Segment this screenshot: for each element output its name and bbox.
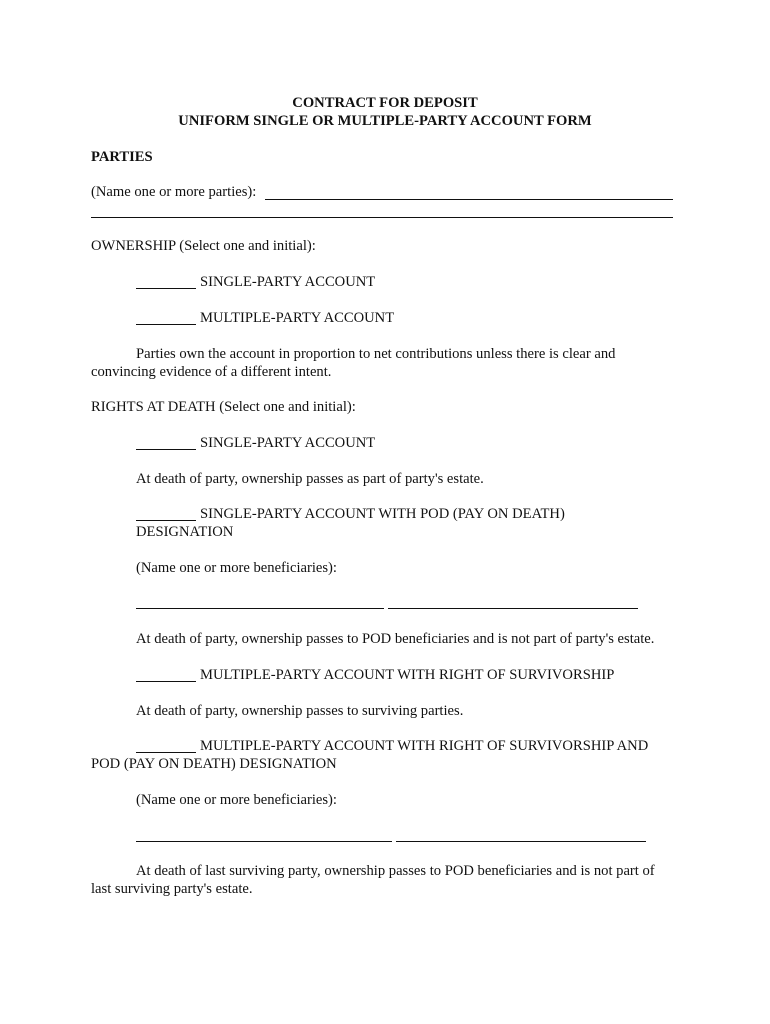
rights-option1-desc: At death of party, ownership passes as part of party's estate.	[136, 471, 484, 487]
rights-option2-beneficiary-field-2[interactable]	[388, 608, 638, 609]
title-line-1: CONTRACT FOR DEPOSIT	[292, 95, 478, 111]
parties-name-field-line1[interactable]	[265, 199, 673, 200]
rights-option4-desc-line2: last surviving party's estate.	[91, 881, 253, 897]
title-line-2: UNIFORM SINGLE OR MULTIPLE-PARTY ACCOUNT FORM	[178, 113, 592, 129]
rights-option3-label: MULTIPLE-PARTY ACCOUNT WITH RIGHT OF SURVIVORSHIP	[200, 667, 615, 683]
rights-option3-desc: At death of party, ownership passes to surviving parties.	[136, 703, 464, 719]
rights-option2-desc: At death of party, ownership passes to POD beneficiaries and is not part of party's estate.	[136, 631, 655, 647]
ownership-note-line1: Parties own the account in proportion to net contributions unless there is clear and	[136, 346, 616, 362]
rights-option1-label: SINGLE-PARTY ACCOUNT	[200, 435, 376, 451]
ownership-heading: OWNERSHIP (Select one and initial):	[91, 238, 316, 254]
rights-option4-desc-line1: At death of last surviving party, ownership passes to POD beneficiaries and is not part of	[136, 863, 655, 879]
rights-option3-initial-field[interactable]	[136, 681, 196, 682]
rights-option4-initial-field[interactable]	[136, 752, 196, 753]
ownership-single-label: SINGLE-PARTY ACCOUNT	[200, 274, 376, 290]
rights-heading: RIGHTS AT DEATH (Select one and initial):	[91, 399, 356, 415]
ownership-multiple-label: MULTIPLE-PARTY ACCOUNT	[200, 310, 395, 326]
rights-option2-initial-field[interactable]	[136, 520, 196, 521]
rights-option2-beneficiary-field-1[interactable]	[136, 608, 384, 609]
rights-option4-beneficiary-field-2[interactable]	[396, 841, 646, 842]
ownership-note-line2: convincing evidence of a different intent.	[91, 364, 332, 380]
rights-option1-initial-field[interactable]	[136, 449, 196, 450]
rights-option4-beneficiary-field-1[interactable]	[136, 841, 392, 842]
ownership-single-initial-field[interactable]	[136, 288, 196, 289]
rights-option4-label-line2: POD (PAY ON DEATH) DESIGNATION	[91, 756, 337, 772]
rights-option4-beneficiaries-label: (Name one or more beneficiaries):	[136, 792, 337, 808]
rights-option4-label-line1: MULTIPLE-PARTY ACCOUNT WITH RIGHT OF SURVIVORSHIP AND	[200, 738, 649, 754]
parties-name-field-line2[interactable]	[91, 217, 673, 218]
parties-name-label: (Name one or more parties):	[91, 184, 257, 200]
parties-heading: PARTIES	[91, 149, 153, 165]
rights-option2-beneficiaries-label: (Name one or more beneficiaries):	[136, 560, 337, 576]
rights-option2-label-line2: DESIGNATION	[136, 524, 234, 540]
ownership-multiple-initial-field[interactable]	[136, 324, 196, 325]
rights-option2-label-line1: SINGLE-PARTY ACCOUNT WITH POD (PAY ON DEATH)	[200, 506, 565, 522]
